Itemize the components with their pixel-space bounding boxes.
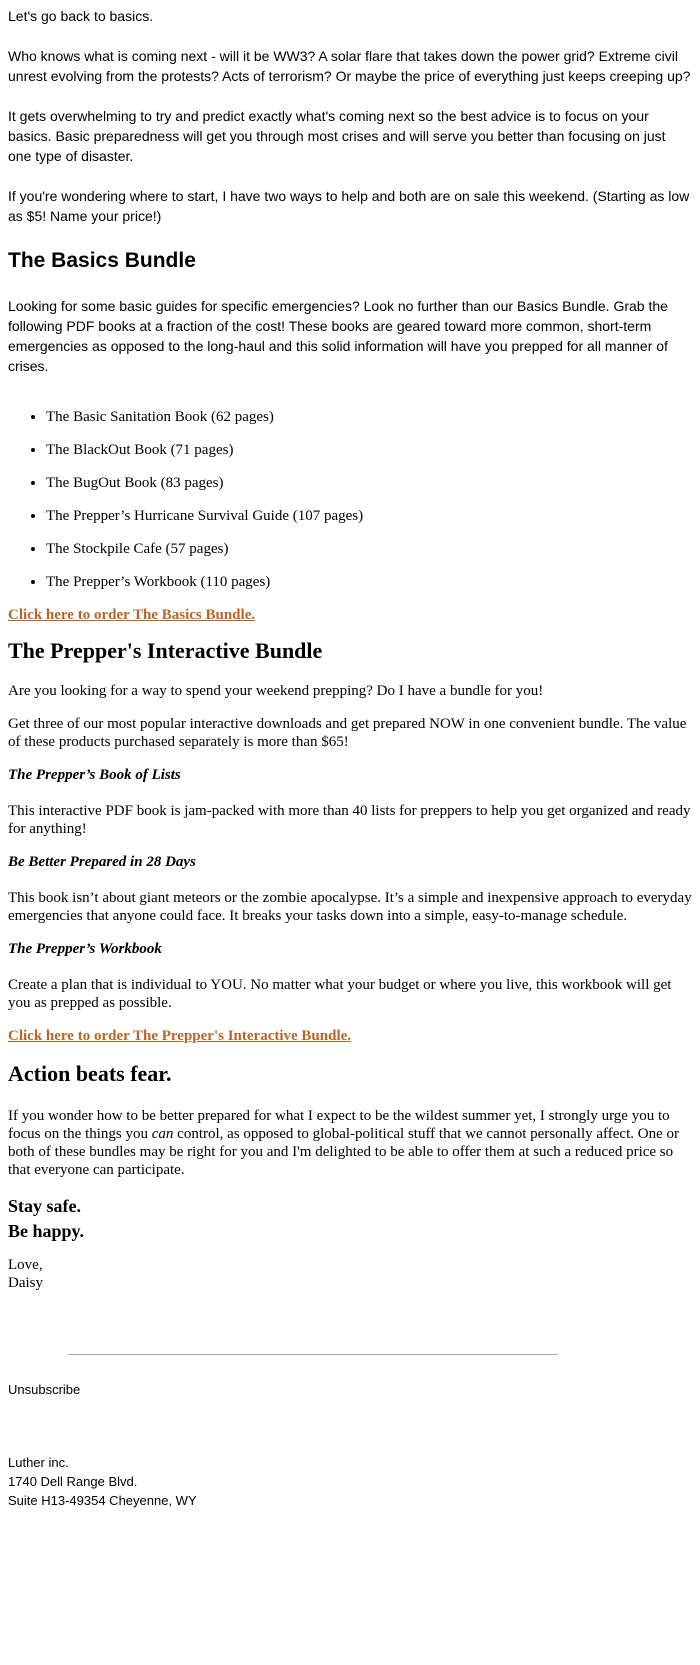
intro-greeting: Let's go back to basics. [8, 8, 154, 24]
interactive-paragraph: Are you looking for a way to spend your weekend prepping? Do I have a bundle for you! [8, 683, 544, 699]
signature-name: Daisy [8, 1275, 43, 1291]
company-name: Luther inc. [8, 1455, 69, 1470]
basics-description: Looking for some basic guides for specific emergencies? Look no further than our Basics Bundle. Grab the following PDF books at a fraction of the cost! These books are geared toward more common, short-term emergencies as opposed to the long-haul and this solid information will have you prepped for all manner of crises. [8, 298, 668, 374]
unsubscribe-link[interactable]: Unsubscribe [8, 1382, 81, 1397]
closing-emphasis: can [151, 1126, 174, 1142]
list-item: • The Basic Sanitation Book (62 pages) [46, 408, 692, 426]
product-description: Create a plan that is individual to YOU. No matter what your budget or where you live, this workbook will get you as prepped as possible. [8, 977, 672, 1011]
list-item: • The Prepper’s Hurricane Survival Guide (107 pages) [46, 507, 692, 525]
closing-text: control, as opposed to global-political stuff that we cannot personally affect. One or both of these bundles may be right for you and I'm delighted to be able to offer them at such a reduced price so that everyone can participate. [8, 1126, 679, 1178]
address-line: Suite H13-49354 Cheyenne, WY [8, 1493, 197, 1508]
basics-heading: The Basics Bundle [8, 249, 196, 272]
product-description: This interactive PDF book is jam-packed with more than 40 lists for preppers to help you get organized and ready for anything! [8, 803, 691, 837]
list-item: • The Prepper’s Workbook (110 pages) [46, 573, 692, 591]
closing-paragraph [8, 1107, 692, 1179]
product-title: The Prepper’s Book of Lists [8, 767, 181, 783]
signoff: Love, [8, 1257, 43, 1273]
intro-paragraph: Who knows what is coming next - will it be WW3? A solar flare that takes down the power grid? Extreme civil unrest evolving from the protests? Acts of terrorism? Or maybe the price of everything just keeps creeping up? [8, 48, 691, 84]
closing-heading: Action beats fear. [8, 1061, 172, 1086]
product-title: The Prepper’s Workbook [8, 941, 162, 957]
interactive-heading: The Prepper's Interactive Bundle [8, 638, 323, 663]
interactive-paragraph: Get three of our most popular interactive downloads and get prepared NOW in one convenient bundle. The value of these products purchased separately is more than $65! [8, 716, 687, 750]
company-address [8, 1453, 692, 1510]
order-basics-bundle-link[interactable]: Click here to order The Basics Bundle. [8, 607, 256, 623]
address-line: 1740 Dell Range Blvd. [8, 1474, 138, 1489]
be-happy-line: Be happy. [8, 1221, 85, 1241]
closing-text: If you wonder how to be better prepared for what I expect to be the wildest summer yet, I strongly urge you to focus on the things you [8, 1108, 670, 1142]
footer-divider [68, 1354, 558, 1355]
order-interactive-bundle-link[interactable]: Click here to order The Prepper's Interactive Bundle. [8, 1028, 352, 1044]
list-item: • The BlackOut Book (71 pages) [46, 441, 692, 459]
product-description: This book isn’t about giant meteors or the zombie apocalypse. It’s a simple and inexpensive approach to everyday emergencies that anyone could face. It breaks your tasks down into a simple, easy-to-manage schedule. [8, 890, 692, 924]
product-title: Be Better Prepared in 28 Days [8, 854, 196, 870]
intro-paragraph: If you're wondering where to start, I have two ways to help and both are on sale this weekend. (Starting as low as $5! Name your price!) [8, 188, 690, 224]
list-item: • The Stockpile Cafe (57 pages) [46, 540, 692, 558]
stay-safe-line: Stay safe. [8, 1196, 81, 1216]
intro-paragraph: It gets overwhelming to try and predict exactly what's coming next so the best advice is to focus on your basics. Basic preparedness will get you through most crises and will serve you better than focusing on just one type of disaster. [8, 108, 666, 164]
list-item: • The BugOut Book (83 pages) [46, 474, 692, 492]
book-list [8, 408, 692, 591]
